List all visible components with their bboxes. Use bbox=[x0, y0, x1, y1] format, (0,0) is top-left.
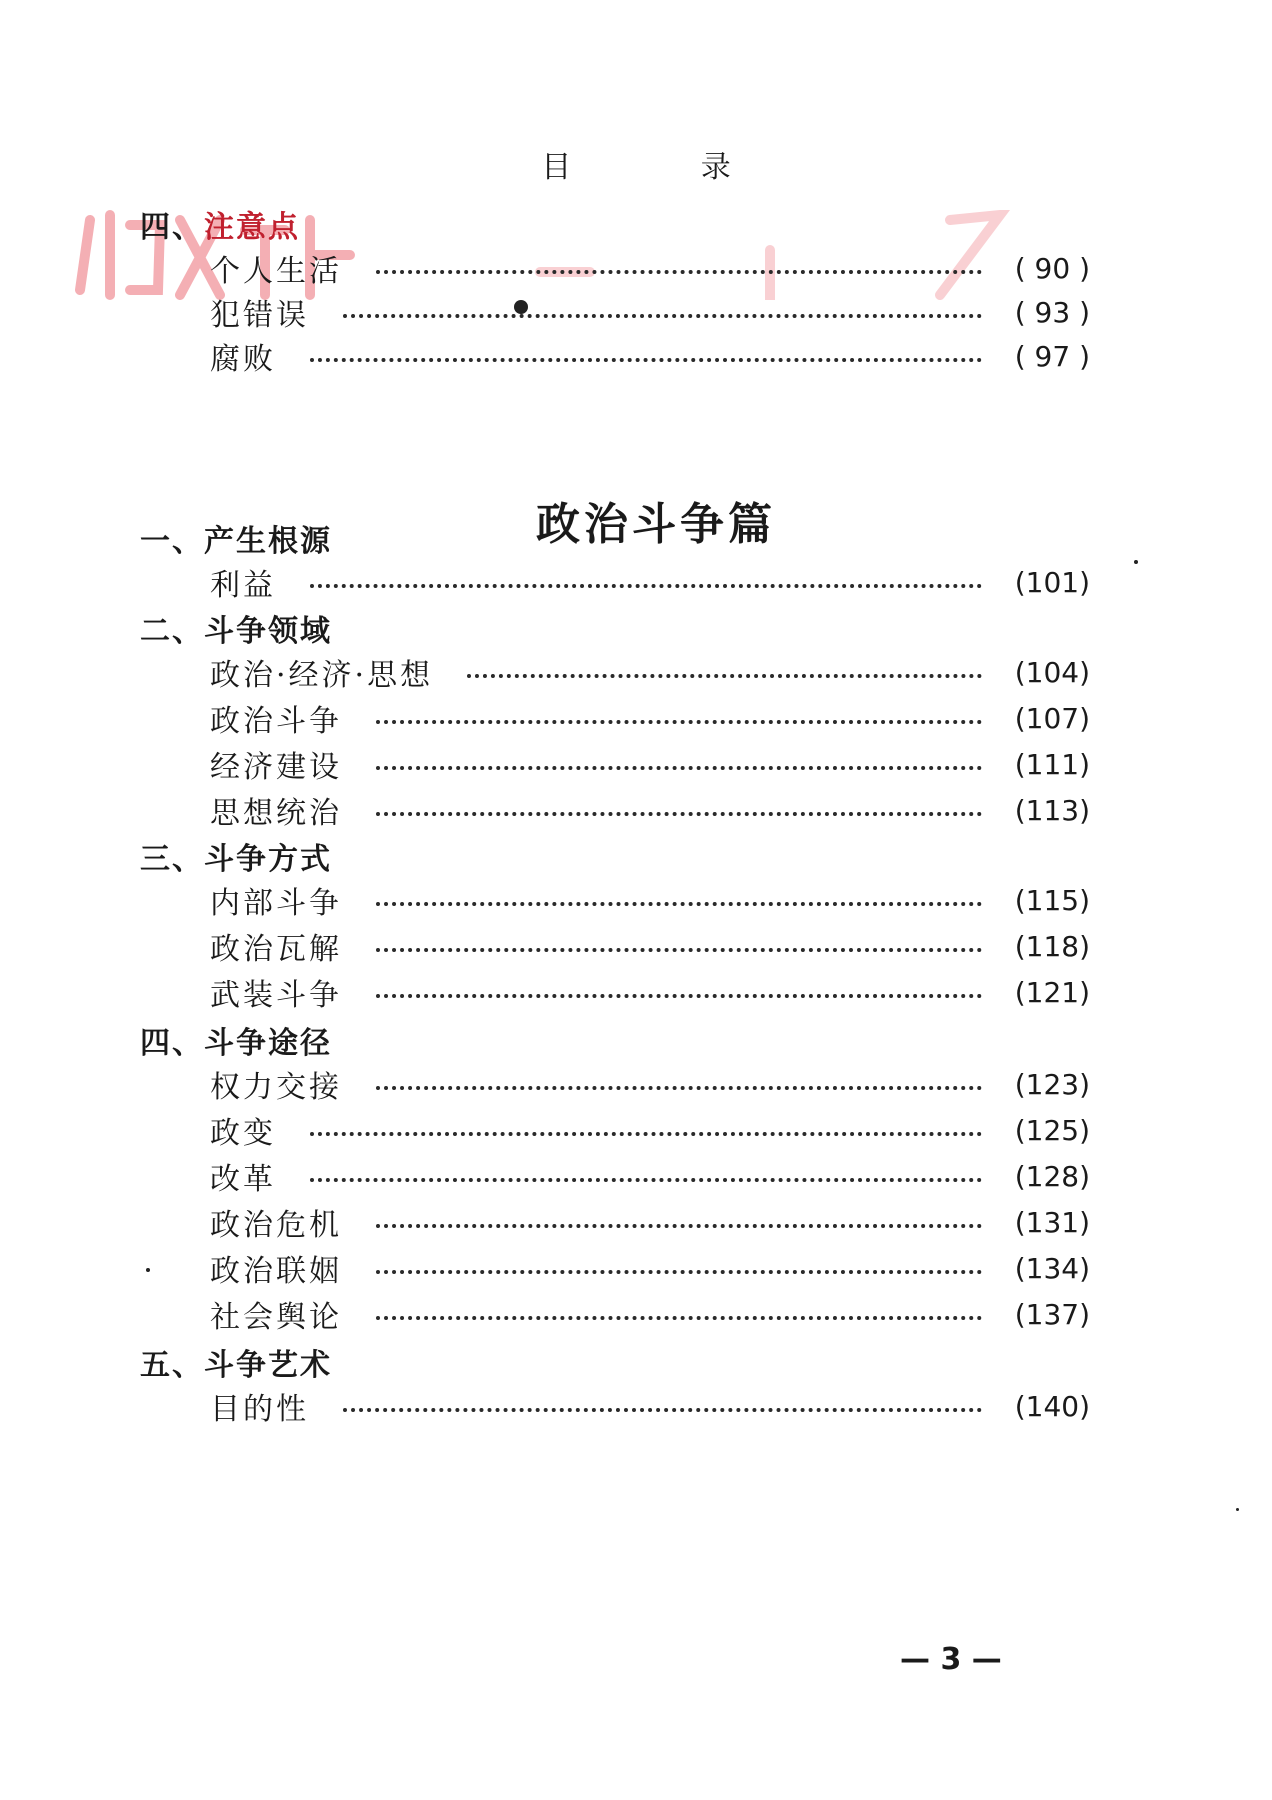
dot-leader bbox=[310, 1178, 982, 1182]
speck-icon bbox=[146, 1268, 150, 1272]
entry-label: 权力交接 bbox=[210, 1070, 342, 1105]
table-of-contents bbox=[140, 0, 1090, 1600]
entry-page: ( 97 ) bbox=[1014, 339, 1090, 373]
section-heading-text: 注意点 bbox=[204, 210, 300, 245]
toc-entry bbox=[210, 744, 1090, 784]
entry-label: 政治斗争 bbox=[210, 704, 342, 739]
dot-leader bbox=[467, 674, 982, 678]
ink-blot-icon bbox=[514, 300, 528, 314]
dot-leader bbox=[376, 766, 982, 770]
entry-label: 目的性 bbox=[210, 1392, 309, 1427]
entry-label: 改革 bbox=[210, 1162, 276, 1197]
entry-page: (104) bbox=[1014, 655, 1090, 689]
toc-entry bbox=[210, 1248, 1090, 1288]
section-heading-number: 四、 bbox=[140, 210, 204, 245]
entry-label: 武装斗争 bbox=[210, 978, 342, 1013]
section-heading: 五、斗争艺术 bbox=[140, 1348, 332, 1383]
dot-leader bbox=[376, 1316, 982, 1320]
toc-entry bbox=[210, 292, 1090, 332]
toc-entry bbox=[210, 926, 1090, 966]
speck-icon bbox=[1236, 1508, 1239, 1511]
entry-page: (111) bbox=[1014, 747, 1090, 781]
entry-page: (107) bbox=[1014, 701, 1090, 735]
toc-header: 目 录 bbox=[541, 150, 791, 185]
dot-leader bbox=[376, 270, 982, 274]
entry-label: 政治危机 bbox=[210, 1208, 342, 1243]
toc-entry bbox=[210, 1064, 1090, 1104]
section-heading: 四、斗争途径 bbox=[140, 1026, 332, 1061]
toc-entry bbox=[210, 1156, 1090, 1196]
part-title: 政治斗争篇 bbox=[536, 499, 776, 550]
toc-entry bbox=[210, 1386, 1090, 1426]
entry-page: (131) bbox=[1014, 1205, 1090, 1239]
toc-entry bbox=[210, 698, 1090, 738]
entry-page: (137) bbox=[1014, 1297, 1090, 1331]
entry-page: (115) bbox=[1014, 883, 1090, 917]
section-heading: 三、斗争方式 bbox=[140, 842, 332, 877]
dot-leader bbox=[376, 1270, 982, 1274]
toc-entry bbox=[210, 972, 1090, 1012]
entry-label: 思想统治 bbox=[210, 796, 342, 831]
toc-entry bbox=[210, 336, 1090, 376]
entry-page: (128) bbox=[1014, 1159, 1090, 1193]
dot-leader bbox=[376, 902, 982, 906]
entry-label: 政治瓦解 bbox=[210, 932, 342, 967]
entry-label: 政治联姻 bbox=[210, 1254, 342, 1289]
section-heading: 二、斗争领域 bbox=[140, 614, 332, 649]
entry-page: ( 90 ) bbox=[1014, 251, 1090, 285]
entry-label: 政变 bbox=[210, 1116, 276, 1151]
entry-page: (113) bbox=[1014, 793, 1090, 827]
dot-leader bbox=[376, 994, 982, 998]
section-heading: 一、产生根源 bbox=[140, 524, 332, 559]
entry-page: (140) bbox=[1014, 1389, 1090, 1423]
page-number: — 3 — bbox=[900, 1642, 1002, 1677]
speck-icon bbox=[1134, 560, 1138, 564]
entry-label: 社会舆论 bbox=[210, 1300, 342, 1335]
entry-page: (125) bbox=[1014, 1113, 1090, 1147]
dot-leader bbox=[310, 1132, 982, 1136]
toc-entry bbox=[210, 652, 1090, 692]
entry-page: (101) bbox=[1014, 565, 1090, 599]
entry-page: (121) bbox=[1014, 975, 1090, 1009]
dot-leader bbox=[343, 314, 982, 318]
toc-entry bbox=[210, 1110, 1090, 1150]
dot-leader bbox=[310, 358, 982, 362]
entry-page: ( 93 ) bbox=[1014, 295, 1090, 329]
dot-leader bbox=[310, 584, 982, 588]
entry-page: (123) bbox=[1014, 1067, 1090, 1101]
entry-page: (134) bbox=[1014, 1251, 1090, 1285]
entry-label: 政治·经济·思想 bbox=[210, 658, 434, 693]
toc-entry bbox=[210, 562, 1090, 602]
dot-leader bbox=[376, 812, 982, 816]
toc-entry bbox=[210, 1294, 1090, 1334]
toc-entry bbox=[210, 1202, 1090, 1242]
dot-leader bbox=[376, 720, 982, 724]
dot-leader bbox=[376, 948, 982, 952]
entry-page: (118) bbox=[1014, 929, 1090, 963]
dot-leader bbox=[376, 1086, 982, 1090]
section-heading-prev bbox=[140, 202, 300, 246]
dot-leader bbox=[343, 1408, 982, 1412]
entry-label: 个人生活 bbox=[210, 254, 342, 289]
toc-entry bbox=[210, 248, 1090, 288]
entry-label: 腐败 bbox=[210, 342, 276, 377]
entry-label: 经济建设 bbox=[210, 750, 342, 785]
entry-label: 利益 bbox=[210, 568, 276, 603]
entry-label: 犯错误 bbox=[210, 298, 309, 333]
toc-entry bbox=[210, 880, 1090, 920]
entry-label: 内部斗争 bbox=[210, 886, 342, 921]
dot-leader bbox=[376, 1224, 982, 1228]
toc-entry bbox=[210, 790, 1090, 830]
